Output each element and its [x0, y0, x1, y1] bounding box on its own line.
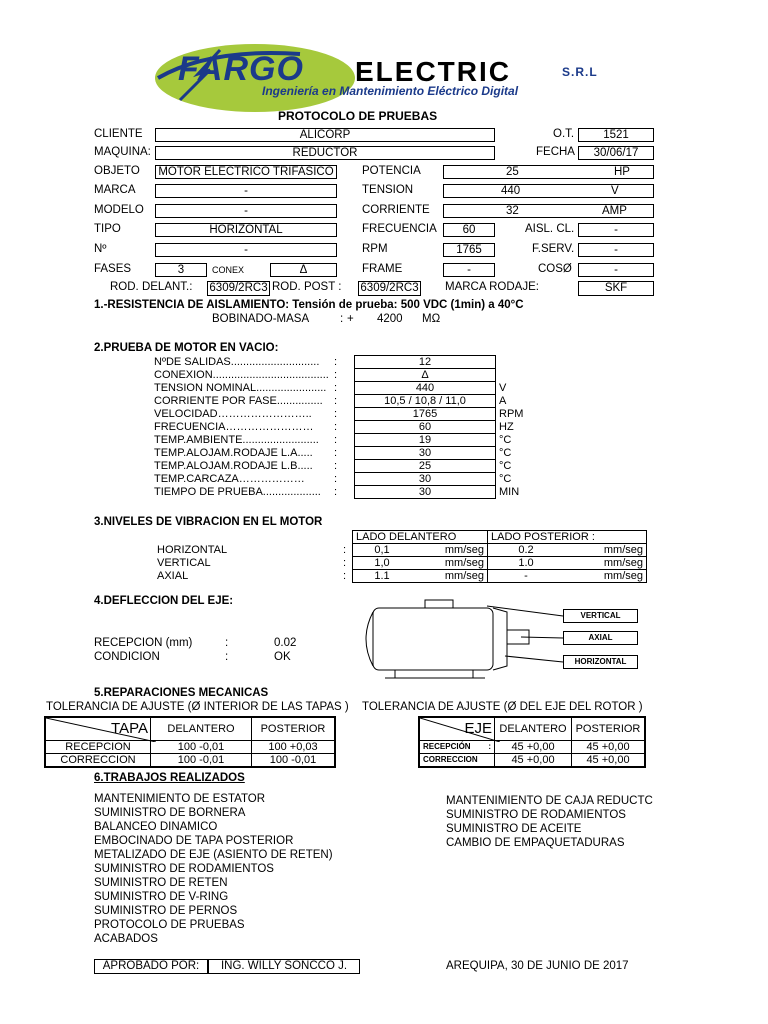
- list-item: SUMINISTRO DE PERNOS: [94, 905, 238, 917]
- cliente-label: CLIENTE: [94, 128, 143, 140]
- eje-row-label: CORRECCION: [423, 755, 478, 764]
- vacio-label: FRECUENCIA……………………: [154, 421, 314, 433]
- vacio-label: VELOCIDAD……………………..: [154, 408, 312, 420]
- eje-row-v1: 45 +0,00: [495, 741, 572, 754]
- tension-box: [443, 184, 654, 198]
- vacio-unit: °C: [499, 473, 512, 485]
- vib-p-value: 1.0: [488, 557, 565, 570]
- list-item: ACABADOS: [94, 933, 158, 945]
- vacio-value: Δ: [355, 369, 496, 382]
- fecha-value: 30/06/17: [578, 146, 654, 160]
- rod-delant-value: 6309/2RC3: [207, 281, 270, 296]
- tipo-value: HORIZONTAL: [155, 223, 337, 237]
- rod-delant-label: ROD. DELANT.:: [110, 281, 193, 293]
- motor-diagram: [355, 596, 640, 686]
- tapa-row-label: CORRECCION: [45, 754, 151, 768]
- maquina-label: MAQUINA:: [94, 146, 151, 158]
- table-row: [154, 486, 542, 499]
- tapa-corner: TAPA: [111, 720, 148, 737]
- frecuencia-value: 60: [443, 223, 495, 237]
- table-row: [154, 434, 542, 447]
- vacio-label: TIEMPO DE PRUEBA...................: [154, 486, 321, 498]
- vacio-value: 1765: [355, 408, 496, 421]
- sec3-title: 3.NIVELES DE VIBRACION EN EL MOTOR: [94, 516, 323, 528]
- vib-colon: :: [343, 557, 347, 569]
- aisl-value: -: [578, 223, 654, 237]
- table-row: [154, 395, 542, 408]
- list-item: METALIZADO DE EJE (ASIENTO DE RETEN): [94, 849, 333, 861]
- vacio-colon: :: [334, 473, 338, 485]
- conex-value: Δ: [270, 263, 337, 277]
- page-title: PROTOCOLO DE PRUEBAS: [278, 109, 438, 123]
- table-row: [419, 754, 645, 768]
- table-row: [154, 408, 542, 421]
- label-horizontal: HORIZONTAL: [563, 655, 638, 669]
- fases-value: 3: [155, 263, 207, 277]
- vib-colon: :: [343, 570, 347, 582]
- vacio-value: 30: [355, 473, 496, 486]
- eje-row-label-cell: [419, 754, 495, 768]
- tapa-row-v1: 100 -0,01: [151, 741, 252, 754]
- vacio-colon: :: [334, 421, 338, 433]
- vacio-colon: :: [334, 382, 338, 394]
- recepcion-colon: :: [225, 637, 229, 649]
- vacio-value: 440: [355, 382, 496, 395]
- potencia-value: 25: [506, 166, 519, 178]
- rod-post-value: 6309/2RC3: [358, 281, 421, 296]
- table-row: [154, 473, 542, 486]
- sec1-unit: MΩ: [422, 313, 441, 325]
- vacio-unit: °C: [499, 447, 512, 459]
- corriente-box: [443, 204, 654, 218]
- place-date: AREQUIPA, 30 DE JUNIO DE 2017: [446, 960, 629, 972]
- objeto-label: OBJETO: [94, 165, 140, 177]
- table-row: [45, 741, 335, 754]
- sec1-colon: :: [340, 313, 344, 325]
- table-row: [154, 460, 542, 473]
- eje-row-label: RECEPCIÓN: [423, 742, 471, 751]
- vib-d-value: 0,1: [353, 544, 412, 557]
- eje-row-v2: 45 +0,00: [572, 754, 646, 768]
- potencia-unit: HP: [614, 166, 630, 178]
- eje-corner-cell: [419, 717, 495, 741]
- table-row: [419, 741, 645, 754]
- table-row: [154, 369, 542, 382]
- eje-col2: POSTERIOR: [572, 717, 646, 741]
- eje-table: [418, 716, 646, 768]
- works-right-list: [446, 794, 653, 850]
- vib-d-unit: mm/seg: [411, 570, 488, 583]
- tapa-col2: POSTERIOR: [252, 717, 336, 741]
- vacio-colon: :: [334, 434, 338, 446]
- fserv-value: -: [578, 243, 654, 257]
- vacio-label: TEMP.ALOJAM.RODAJE L.B.....: [154, 460, 313, 472]
- corriente-value: 32: [506, 205, 519, 217]
- sec1-value: 4200: [377, 313, 403, 325]
- tension-unit: V: [611, 185, 619, 197]
- sec2-title: 2.PRUEBA DE MOTOR EN VACIO:: [94, 342, 279, 354]
- logo-suffix: S.R.L: [562, 65, 598, 79]
- list-item: SUMINISTRO DE RODAMIENTOS: [94, 863, 274, 875]
- vacio-unit: RPM: [499, 408, 524, 420]
- maquina-value: REDUCTOR: [155, 146, 495, 160]
- company-logo: [150, 40, 620, 116]
- modelo-value: -: [155, 204, 337, 218]
- vacio-colon: :: [334, 486, 338, 498]
- vacio-colon: :: [334, 395, 338, 407]
- vacio-value: 19: [355, 434, 496, 447]
- vacio-value: 12: [355, 356, 496, 369]
- vacio-label: CORRIENTE POR FASE...............: [154, 395, 323, 407]
- tapa-row-label: RECEPCION: [45, 741, 151, 754]
- rpm-label: RPM: [362, 243, 388, 255]
- fecha-label: FECHA: [536, 146, 575, 158]
- rod-post-label: ROD. POST :: [272, 281, 342, 293]
- list-item: EMBOCINADO DE TAPA POSTERIOR: [94, 835, 294, 847]
- vacio-colon: :: [334, 460, 338, 472]
- condicion-colon: :: [225, 651, 229, 663]
- logo-name-fargo: FARGO: [178, 50, 304, 88]
- ot-value: 1521: [578, 128, 654, 142]
- potencia-box: [443, 165, 654, 179]
- sec5-title: 5.REPARACIONES MECANICAS: [94, 687, 269, 699]
- vacio-unit: MIN: [499, 486, 520, 498]
- aprobado-label: APROBADO POR:: [94, 959, 208, 974]
- list-item: MANTENIMIENTO DE CAJA REDUCTC: [446, 795, 653, 807]
- vib-colon: :: [343, 544, 347, 556]
- tapa-col1: DELANTERO: [151, 717, 252, 741]
- motor-vacio-table: [154, 355, 542, 499]
- vacio-unit: °C: [499, 460, 512, 472]
- sec1-label: BOBINADO-MASA: [212, 313, 310, 325]
- vacio-value: 30: [355, 486, 496, 499]
- sec4-title: 4.DEFLECCION DEL EJE:: [94, 595, 234, 607]
- vib-d-unit: mm/seg: [411, 557, 488, 570]
- vacio-unit: V: [499, 382, 507, 394]
- conex-label: CONEX: [212, 265, 245, 275]
- eje-corner: EJE: [464, 720, 492, 737]
- vib-d-value: 1.1: [353, 570, 412, 583]
- aprobado-value: ING. WILLY SONCCO J.: [208, 959, 360, 974]
- table-row: [45, 754, 335, 768]
- tol-eje: TOLERANCIA DE AJUSTE (Ø DEL EJE DEL ROTOR ): [362, 701, 643, 713]
- list-item: CAMBIO DE EMPAQUETADURAS: [446, 837, 625, 849]
- vib-col-delantero: LADO DELANTERO: [353, 531, 488, 544]
- list-item: SUMINISTRO DE BORNERA: [94, 807, 246, 819]
- vib-label: VERTICAL: [157, 557, 211, 569]
- tapa-corner-cell: [45, 717, 151, 741]
- condicion-value: OK: [274, 651, 291, 663]
- list-item: MANTENIMIENTO DE ESTATOR: [94, 793, 266, 805]
- vacio-colon: :: [334, 369, 338, 381]
- table-row: [154, 356, 542, 369]
- n-label: Nº: [94, 243, 107, 255]
- vacio-label: NºDE SALIDAS.............................: [154, 356, 320, 368]
- vacio-colon: :: [334, 408, 338, 420]
- marca-value: -: [155, 184, 337, 198]
- vib-label: HORIZONTAL: [157, 544, 228, 556]
- sec1-title: 1.-RESISTENCIA DE AISLAMIENTO: Tensión de prueba: 500 VDC (1min) a 40°C: [94, 299, 524, 311]
- vacio-value: 30: [355, 447, 496, 460]
- logo-name-electric: ELECTRIC: [355, 56, 511, 87]
- list-item: PROTOCOLO DE PRUEBAS: [94, 919, 245, 931]
- label-axial: AXIAL: [563, 631, 638, 645]
- vacio-unit: °C: [499, 434, 512, 446]
- vib-col-posterior: LADO POSTERIOR :: [488, 531, 647, 544]
- n-value: -: [155, 243, 337, 257]
- label-vertical: VERTICAL: [563, 609, 638, 623]
- vib-label: AXIAL: [157, 570, 189, 582]
- list-item: SUMINISTRO DE ACEITE: [446, 823, 582, 835]
- vacio-label: TEMP.AMBIENTE.........................: [154, 434, 319, 446]
- table-row: [154, 570, 647, 583]
- logo-tagline: Ingeniería en Mantenimiento Eléctrico Digital: [262, 84, 519, 98]
- cos-label: COSØ: [538, 263, 572, 275]
- vacio-unit: HZ: [499, 421, 514, 433]
- marca-label: MARCA: [94, 184, 136, 196]
- list-item: SUMINISTRO DE RETEN: [94, 877, 228, 889]
- marca-rodaje-value: SKF: [578, 281, 654, 296]
- vacio-unit: A: [499, 395, 507, 407]
- vib-p-value: -: [488, 570, 565, 583]
- modelo-label: MODELO: [94, 204, 144, 216]
- table-row: [154, 447, 542, 460]
- works-left-list: [94, 792, 333, 946]
- tapa-row-v1: 100 -0,01: [151, 754, 252, 768]
- vacio-unit: [496, 369, 543, 382]
- tapa-table: [44, 716, 336, 768]
- tol-tapas: TOLERANCIA DE AJUSTE (Ø INTERIOR DE LAS TAPAS ): [46, 701, 349, 713]
- table-row: [154, 557, 647, 570]
- vib-d-unit: mm/seg: [411, 544, 488, 557]
- vacio-label: TEMP.ALOJAM.RODAJE L.A.....: [154, 447, 313, 459]
- sec1-sign: +: [347, 313, 354, 325]
- table-row: [154, 544, 647, 557]
- marca-rodaje-label: MARCA RODAJE:: [445, 281, 539, 293]
- cos-value: -: [578, 263, 654, 277]
- eje-row-label-cell: [419, 741, 495, 754]
- aisl-label: AISL. CL.: [525, 223, 575, 235]
- table-row: [154, 382, 542, 395]
- ot-label: O.T.: [553, 128, 575, 140]
- vacio-label: TENSION NOMINAL.......................: [154, 382, 327, 394]
- tapa-row-v2: 100 -0,01: [252, 754, 336, 768]
- tipo-label: TIPO: [94, 223, 121, 235]
- vacio-unit: [496, 356, 543, 369]
- vacio-label: TEMP.CARCAZA………………: [154, 473, 305, 485]
- tension-value: 440: [501, 185, 521, 197]
- vib-p-unit: mm/seg: [564, 544, 647, 557]
- frame-label: FRAME: [362, 263, 403, 275]
- vacio-colon: :: [334, 356, 338, 368]
- recepcion-value: 0.02: [274, 637, 297, 649]
- vib-p-unit: mm/seg: [564, 570, 647, 583]
- list-item: BALANCEO DINAMICO: [94, 821, 218, 833]
- condicion-label: CONDICION: [94, 651, 160, 663]
- corriente-unit: AMP: [602, 205, 627, 217]
- fases-label: FASES: [94, 263, 132, 275]
- eje-row-v1: 45 +0,00: [495, 754, 572, 768]
- sec6-title: 6.TRABAJOS REALIZADOS: [94, 772, 245, 784]
- rpm-value: 1765: [443, 243, 495, 257]
- list-item: SUMINISTRO DE RODAMIENTOS: [446, 809, 626, 821]
- eje-col1: DELANTERO: [495, 717, 572, 741]
- vib-d-value: 1,0: [353, 557, 412, 570]
- vacio-value: 10,5 / 10,8 / 11,0: [355, 395, 496, 408]
- objeto-value: MOTOR ELECTRICO TRIFASICO: [155, 165, 337, 179]
- vacio-colon: :: [334, 447, 338, 459]
- tension-label: TENSION: [362, 184, 414, 196]
- vibration-table: [154, 530, 647, 583]
- corriente-label: CORRIENTE: [362, 204, 430, 216]
- tapa-row-v2: 100 +0,03: [252, 741, 336, 754]
- list-item: SUMINISTRO DE V-RING: [94, 891, 229, 903]
- frame-value: -: [443, 263, 495, 277]
- vib-p-unit: mm/seg: [564, 557, 647, 570]
- cliente-value: ALICORP: [155, 128, 495, 142]
- table-row: [154, 421, 542, 434]
- eje-row-colon: :: [488, 742, 491, 751]
- vacio-label: CONEXION......................................: [154, 369, 329, 381]
- vib-p-value: 0.2: [488, 544, 565, 557]
- fserv-label: F.SERV.: [532, 243, 575, 255]
- eje-row-v2: 45 +0,00: [572, 741, 646, 754]
- potencia-label: POTENCIA: [362, 165, 421, 177]
- recepcion-label: RECEPCION (mm): [94, 637, 193, 649]
- vacio-value: 25: [355, 460, 496, 473]
- frecuencia-label: FRECUENCIA: [362, 223, 437, 235]
- vacio-value: 60: [355, 421, 496, 434]
